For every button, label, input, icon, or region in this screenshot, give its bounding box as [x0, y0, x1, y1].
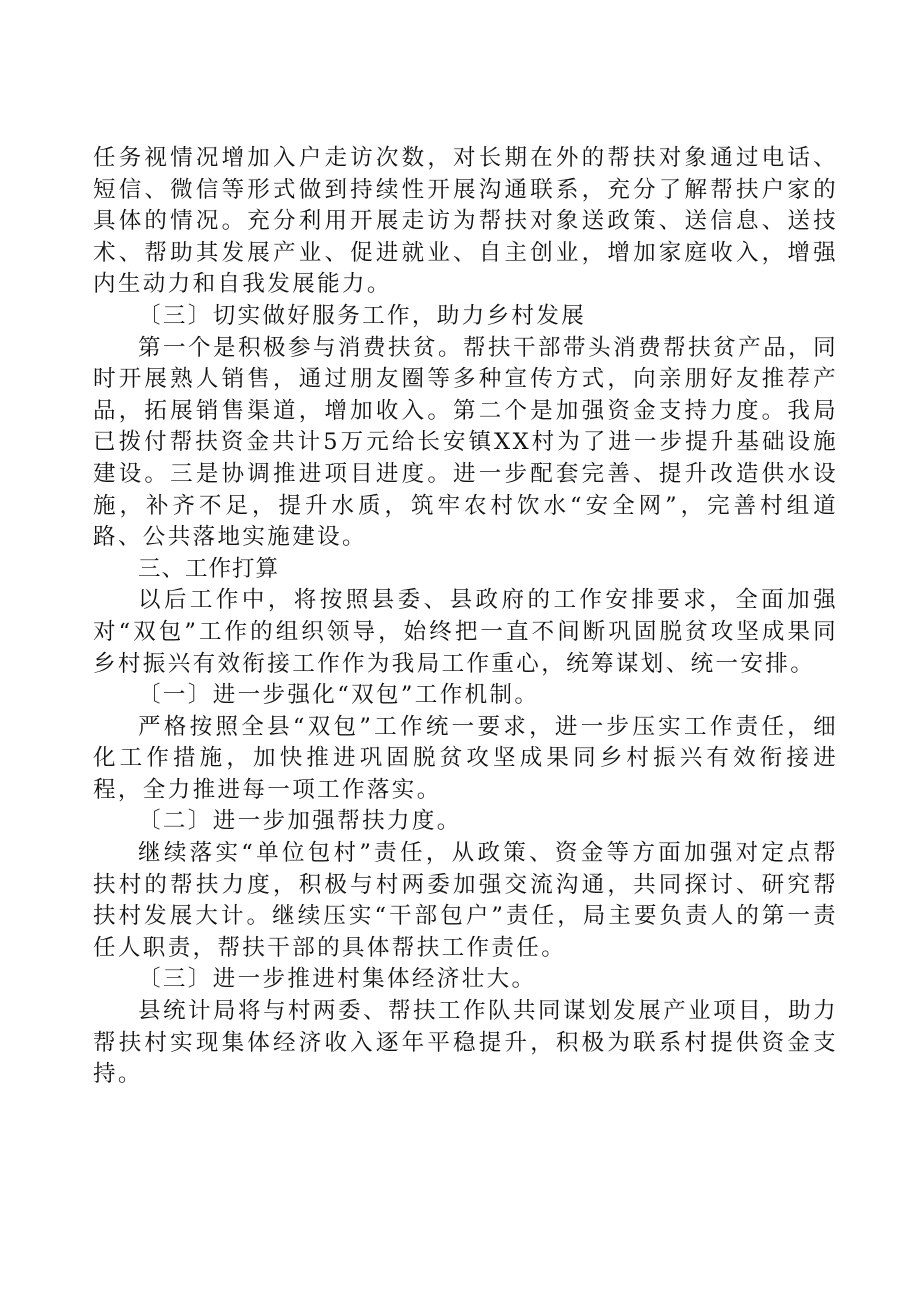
paragraph-visit-continuation: 任务视情况增加入户走访次数，对长期在外的帮扶对象通过电话、短信、微信等形式做到持续性开展沟通联系，充分了解帮扶户家的具体的情况。充分利用开展走访为帮扶对象送政策、送信息、送技术、帮助其发展产业、促进就业、自主创业，增加家庭收入，增强内生动力和自我发展能力。: [93, 145, 838, 298]
subheading-mechanism: 〔一〕进一步强化“双包”工作机制。: [138, 682, 540, 709]
paragraph-mechanism: 严格按照全县“双包”工作统一要求，进一步压实工作责任，细化工作措施，加快推进巩固脱贫攻坚成果同乡村振兴有效衔接进程，全力推进每一项工作落实。: [93, 713, 838, 803]
document-body: [93, 143, 838, 1091]
paragraph-future-work: 以后工作中，将按照县委、县政府的工作安排要求，全面加强对“双包”工作的组织领导，始终把一直不间断巩固脱贫攻坚成果同乡村振兴有效衔接工作作为我局工作重心，统筹谋划、统一安排。: [93, 587, 838, 677]
paragraph-collective-economy: 县统计局将与村两委、帮扶工作队共同谋划发展产业项目，助力帮扶村实现集体经济收入逐年平稳提升，积极为联系村提供资金支持。: [93, 998, 838, 1088]
subheading-collective-economy: 〔三〕进一步推进村集体经济壮大。: [138, 966, 537, 993]
paragraph-assistance: 继续落实“单位包村”责任，从政策、资金等方面加强对定点帮扶村的帮扶力度，积极与村两委加强交流沟通，共同探讨、研究帮扶村发展大计。继续压实“干部包户”责任，局主要负责人的第一责任人职责，帮扶干部的具体帮扶工作责任。: [93, 840, 838, 961]
paragraph-consumption-support: 第一个是积极参与消费扶贫。帮扶干部带头消费帮扶贫产品，同时开展熟人销售，通过朋友圈等多种宣传方式，向亲朋好友推荐产品，拓展销售渠道，增加收入。第二个是加强资金支持力度。我局已拨付帮扶资金共计5万元给长安镇XX村为了进一步提升基础设施建设。三是协调推进项目进度。进一步配套完善、提升改造供水设施，补齐不足，提升水质，筑牢农村饮水“安全网”，完善村组道路、公共落地实施建设。: [93, 334, 838, 551]
section-heading-work-plan: 三、工作打算: [138, 555, 280, 582]
subheading-service-work: 〔三〕切实做好服务工作，助力乡村发展: [138, 302, 587, 329]
subheading-assistance: 〔二〕进一步加强帮扶力度。: [138, 808, 462, 835]
